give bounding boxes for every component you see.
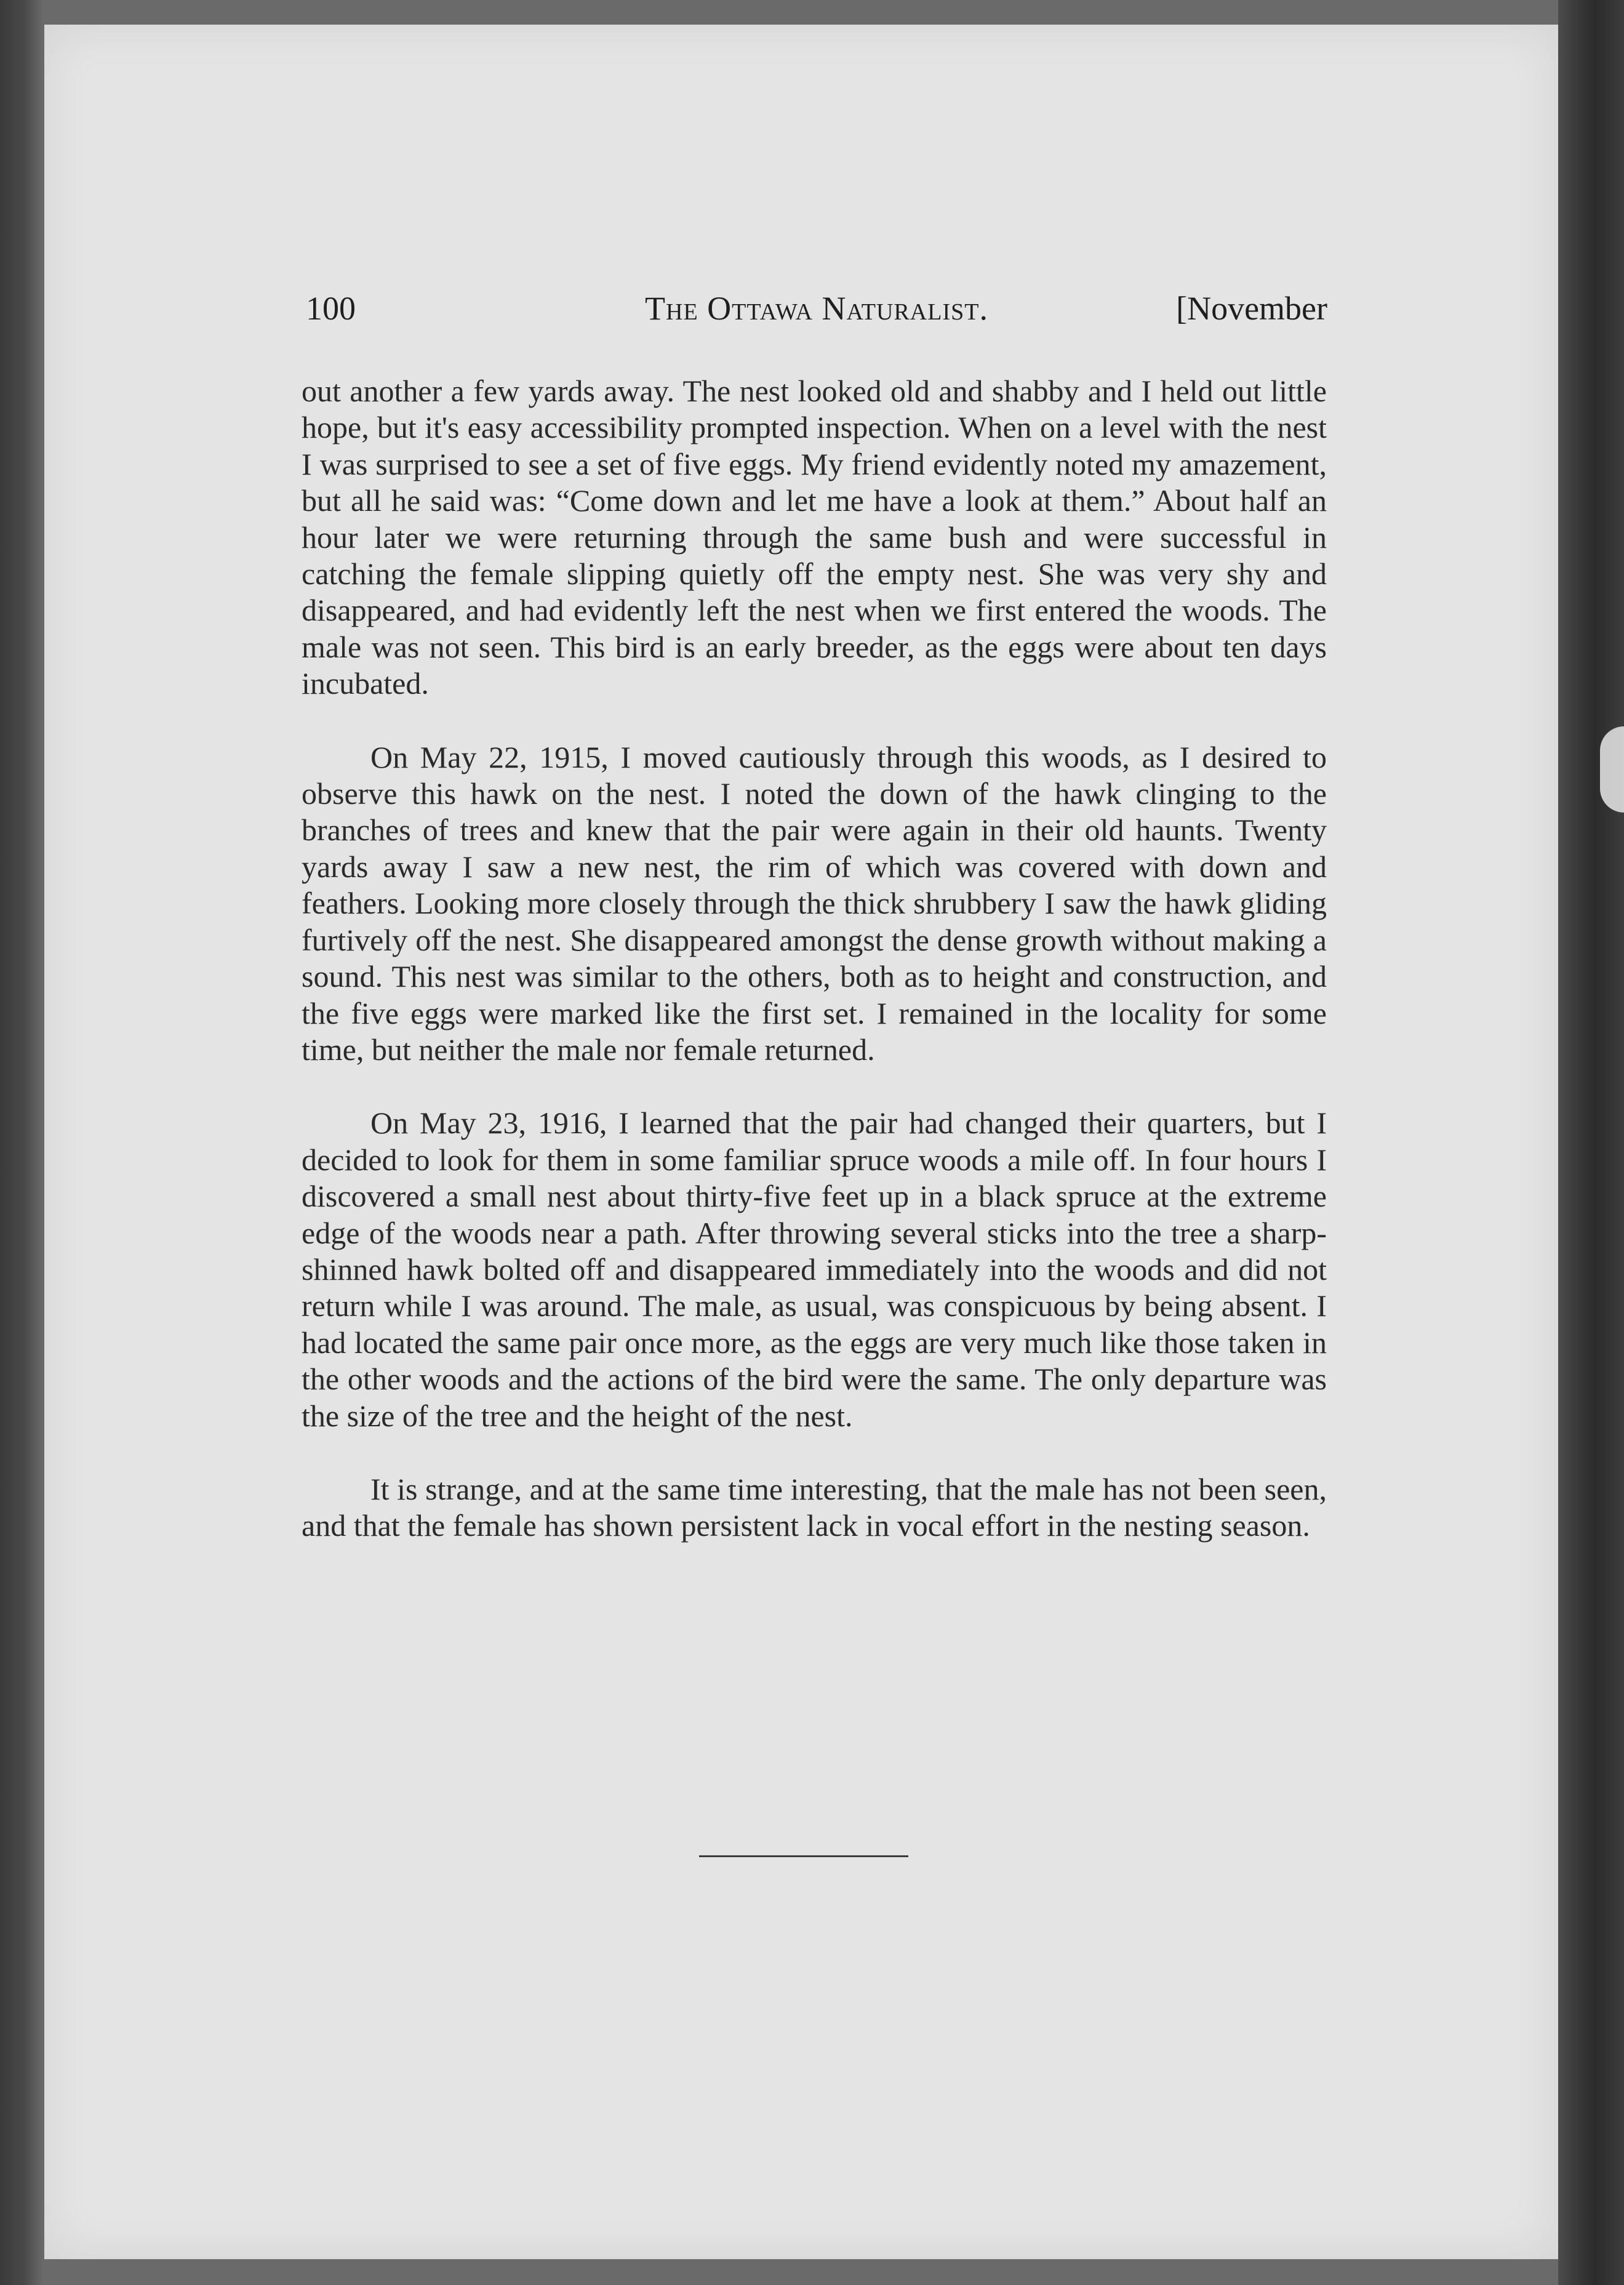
paragraph-may-1915: On May 22, 1915, I moved cautiously through this woods, as I desired to observe this hawk on the nest. I noted the down of the hawk clinging to the branches of trees and knew that the pair were again in their old haunts. Twenty yards away I saw a new nest, the rim of which was covered with down and feathers. Looking more closely through the thick shrubbery I saw the hawk gliding furtively off the nest. She disappeared amongst the dense growth without making a sound. This nest was similar to the others, both as to height and construction, and the five eggs were marked like the first set. I remained in the locality for some time, but neither the male nor female returned. [302,739,1327,1067]
book-binding [1558,0,1624,2285]
journal-title: The Ottawa Naturalist. [645,290,988,327]
binding-clip [1600,726,1624,813]
paragraph-conclusion: It is strange, and at the same time interesting, that the male has not been seen, and that the female has shown persistent lack in vocal effort in the nesting season. [302,1471,1327,1543]
paragraph-may-1916: On May 23, 1916, I learned that the pair had changed their quarters, but I decided to look for them in some familiar spruce woods a mile off. In four hours I discovered a small nest about thirty-five feet up in a black spruce at the extreme edge of the woods near a path. After throwing several sticks into the tree a sharp-shinned hawk bolted off and disappeared immediately into the woods and did not return while I was around. The male, as usual, was conspicuous by being absent. I had located the same pair once more, as the eggs are very much like those taken in the other woods and the actions of the bird were the same. The only departure was the size of the tree and the height of the nest. [302,1106,1327,1433]
paragraph-continued: out another a few yards away. The nest looked old and shabby and I held out little hope, but it's easy accessibility prompted inspection. When on a level with the nest I was surprised to see a set of five eggs. My friend evidently noted my amazement, but all he said was: “Come down and let me have a look at them.” About half an hour later we were returning through the same bush and were successful in catching the female slipping quietly off the empty nest. She was very shy and disappeared, and had evidently left the nest when we first entered the woods. The male was not seen. This bird is an early breeder, as the eggs were about ten days incubated. [302,374,1327,701]
page-number: 100 [306,290,356,327]
running-header [306,289,1327,339]
article-body [302,373,1327,1581]
section-end-rule [699,1855,908,1857]
issue-month: [November [1176,290,1327,327]
